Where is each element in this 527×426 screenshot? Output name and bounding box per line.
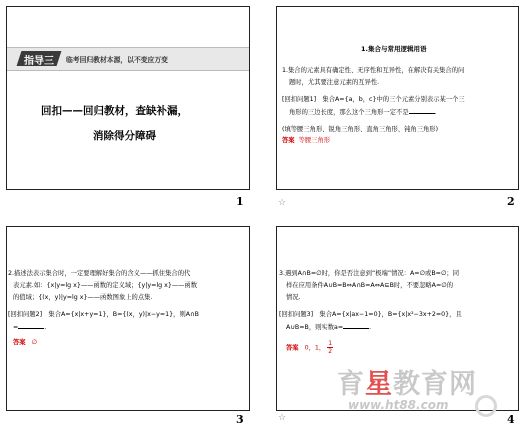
watermark-brand xyxy=(337,362,477,401)
page-number-3: 3 xyxy=(236,413,244,426)
slide-2-answer xyxy=(282,136,330,145)
slide-4-line-1: 3.遇到A∩B=∅时，你是否注意到“极端”情况：A=∅或B=∅；同 xyxy=(279,270,460,277)
slide-2[interactable] xyxy=(276,6,519,190)
slide-3-question-2-line-2: = . xyxy=(13,324,47,331)
answer-value: 等腰三角形 xyxy=(298,137,331,144)
slide-3-line-3: 的值域；{(x，y)|y=lg x}——函数图象上的点集. xyxy=(13,294,153,301)
star-icon: ☆ xyxy=(278,198,287,208)
answer-blank xyxy=(18,322,44,329)
answer-blank xyxy=(409,107,435,114)
slide-3[interactable] xyxy=(6,226,250,411)
page-number-4: 4 xyxy=(507,413,515,426)
answer-value: ∅ xyxy=(31,339,38,346)
watermark-brand-c: 教育网 xyxy=(393,369,477,400)
question-3-text: A∪B=B，则实数a= xyxy=(286,324,344,331)
slide-4-line-2: 样在应用条件A∪B=B⇔A∩B=A⇔A⊆B时，不要忽略A=∅的 xyxy=(286,282,454,289)
star-icon: ☆ xyxy=(278,413,287,423)
slide-3-question-2-line-1: [回扣问题2] 集合A={x|x+y=1}，B={(x，y)|x−y=1}，则A∩B xyxy=(8,311,199,318)
answer-value: 0，1， xyxy=(304,344,326,352)
answer-label: 答案 xyxy=(13,339,26,346)
watermark-brand-a: 育 xyxy=(337,369,365,400)
slide-2-question-1-line-2: 角形的三边长度，那么这个三角形一定不是 . xyxy=(289,109,437,116)
answer-label: 答案 xyxy=(286,344,299,352)
slide-3-line-2: 表元素.如：{x|y=lg x}——函数的定义域；{y|y=lg x}——函数 xyxy=(13,282,198,289)
slide-1-title-line-1: 回扣——回归教材，查缺补漏， xyxy=(41,105,188,117)
page-number-1: 1 xyxy=(236,195,244,208)
slide-3-line-1: 2.描述法表示集合时，一定要理解好集合的含义——抓住集合的代 xyxy=(8,270,191,277)
watermark-logo-icon xyxy=(475,395,497,417)
slide-1-title-line-2: 消除得分障碍 xyxy=(93,130,156,142)
slide-4-answer xyxy=(286,340,333,355)
slide-4-line-3: 情况. xyxy=(286,294,301,301)
watermark-url: www.ht88.com xyxy=(348,398,449,412)
slide-2-options: (填等腰三角形、锐角三角形、直角三角形、钝角三角形) xyxy=(282,126,439,133)
fraction-denominator: 2 xyxy=(328,348,333,355)
slide-1[interactable] xyxy=(6,6,250,190)
slide-2-question-1-line-1: [回扣问题1] 集合A={a，b，c}中的三个元素分别表示某一个三 xyxy=(282,96,465,103)
answer-label: 答案 xyxy=(282,137,295,144)
slide-2-item-1-line-2: 题时，尤其要注意元素的互异性. xyxy=(289,79,380,86)
slide-3-answer xyxy=(13,338,37,347)
watermark-brand-b: 星 xyxy=(365,369,393,400)
slide-2-heading: 1.集合与常用逻辑用语 xyxy=(361,45,427,53)
answer-blank xyxy=(343,322,369,329)
question-2-text: = xyxy=(13,324,19,331)
fraction-numerator: 1 xyxy=(328,340,333,347)
answer-fraction xyxy=(327,340,333,355)
banner-text: 临考回归教材本源，以不变应万变 xyxy=(66,56,168,64)
banner-tag-text: 指导三 xyxy=(24,56,54,67)
slide-2-item-1-line-1: 1.集合的元素具有确定性、无序性和互异性，在解决有关集合的问 xyxy=(282,67,465,74)
question-1-text: 角形的三边长度，那么这个三角形一定不是 xyxy=(289,109,409,116)
slide-4-question-3-line-1: [回扣问题3] 集合A={x|ax−1=0}，B={x|x²−3x+2=0}，且 xyxy=(279,311,462,318)
page-number-2: 2 xyxy=(507,195,515,208)
slide-4-question-3-line-2: A∪B=B，则实数a= . xyxy=(286,324,372,331)
